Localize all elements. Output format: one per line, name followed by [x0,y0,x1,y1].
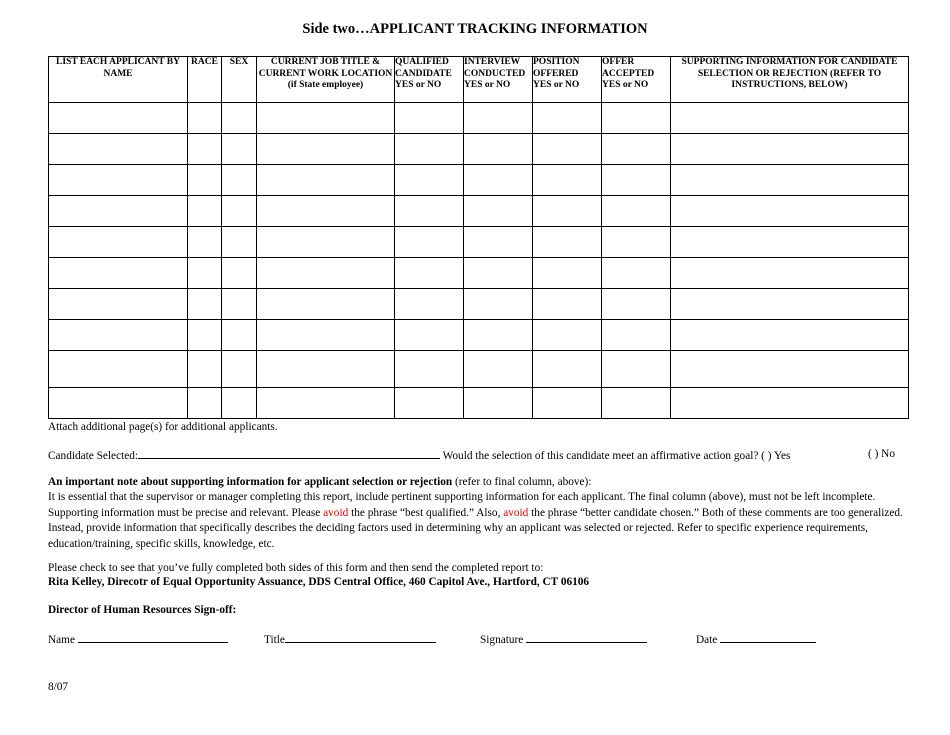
date-field[interactable] [720,632,816,643]
column-header-line: INTERVIEW [464,57,521,67]
signature-field[interactable] [526,632,647,643]
table-cell[interactable] [188,289,222,320]
table-cell[interactable] [188,388,222,419]
note-heading-bold: An important note about supporting information for applicant selection or rejection [48,476,453,488]
column-header-line: RACE [191,57,218,67]
table-row [49,289,909,320]
column-header-line: NAME [103,68,133,79]
table-cell[interactable] [222,196,257,227]
table-cell[interactable] [671,351,909,388]
column-header [222,57,257,103]
table-cell[interactable] [671,320,909,351]
column-header [49,57,188,103]
signature-field-group [480,632,647,646]
table-cell[interactable] [464,227,533,258]
affirmative-action-question[interactable]: Would the selection of this candidate meet an affirmative action goal? ( ) Yes [442,450,791,462]
table-cell[interactable] [257,258,395,289]
table-cell[interactable] [49,258,188,289]
name-field[interactable] [78,632,228,643]
table-cell[interactable] [49,134,188,165]
table-cell[interactable] [188,165,222,196]
table-cell[interactable] [671,134,909,165]
table-cell[interactable] [464,103,533,134]
table-cell[interactable] [188,103,222,134]
table-cell[interactable] [257,134,395,165]
table-cell[interactable] [395,196,464,227]
table-cell[interactable] [395,165,464,196]
column-header-line: OFFERED [533,68,579,79]
table-cell[interactable] [395,320,464,351]
table-cell[interactable] [602,320,671,351]
table-cell[interactable] [602,103,671,134]
table-cell[interactable] [188,258,222,289]
table-cell[interactable] [602,165,671,196]
send-address: Rita Kelley, Direcotr of Equal Opportunity Assuance, DDS Central Office, 460 Capitol Ave., Hartford, CT 06106 [48,576,590,588]
table-cell[interactable] [464,165,533,196]
column-header-line: YES or NO [464,80,511,90]
column-header-line: YES or NO [395,80,442,90]
column-header-line: CANDIDATE [395,68,452,79]
name-label: Name [48,634,75,646]
table-cell[interactable] [671,103,909,134]
table-cell[interactable] [49,103,188,134]
table-cell[interactable] [602,351,671,388]
table-cell[interactable] [49,227,188,258]
table-cell[interactable] [49,388,188,419]
table-cell[interactable] [49,320,188,351]
table-cell[interactable] [49,165,188,196]
table-cell[interactable] [464,289,533,320]
table-cell[interactable] [222,134,257,165]
table-cell[interactable] [188,351,222,388]
table-cell[interactable] [671,258,909,289]
table-cell[interactable] [222,165,257,196]
table-cell[interactable] [464,388,533,419]
table-cell[interactable] [222,351,257,388]
column-header-line: YES or NO [602,80,649,90]
column-header-line: (if State employee) [287,80,364,90]
table-cell[interactable] [464,351,533,388]
table-row [49,227,909,258]
table-cell[interactable] [257,388,395,419]
table-cell[interactable] [533,320,602,351]
table-cell[interactable] [533,134,602,165]
table-cell[interactable] [602,289,671,320]
table-row [49,134,909,165]
column-header [671,57,909,103]
table-cell[interactable] [671,196,909,227]
table-cell[interactable] [395,227,464,258]
column-header [602,57,671,103]
note-heading [48,476,591,488]
affirmative-action-no[interactable]: ( ) No [868,448,895,460]
applicant-tracking-table [48,56,909,419]
table-row [49,320,909,351]
table-cell[interactable] [464,196,533,227]
form-title: Side two…APPLICANT TRACKING INFORMATION [302,21,648,37]
table-row [49,165,909,196]
table-cell[interactable] [533,165,602,196]
table-cell[interactable] [222,320,257,351]
table-cell[interactable] [602,388,671,419]
table-cell[interactable] [671,227,909,258]
table-cell[interactable] [395,351,464,388]
table-cell[interactable] [602,134,671,165]
table-cell[interactable] [222,103,257,134]
note-heading-suffix: (refer to final column, above): [452,476,592,488]
table-cell[interactable] [395,103,464,134]
table-cell[interactable] [533,103,602,134]
name-field-group [48,632,228,646]
table-cell[interactable] [257,289,395,320]
form-revision-date: 8/07 [48,681,69,693]
table-row [49,351,909,388]
table-cell[interactable] [257,103,395,134]
table-cell[interactable] [395,289,464,320]
table-cell[interactable] [49,289,188,320]
candidate-selected-label: Candidate Selected: [48,450,139,462]
table-cell[interactable] [257,227,395,258]
attach-note: Attach additional page(s) for additional applicants. [48,421,278,433]
table-cell[interactable] [257,320,395,351]
avoid-word-2: avoid [503,506,529,519]
column-header-line: ACCEPTED [602,68,655,79]
column-header-line: SELECTION OR REJECTION (REFER TO [697,68,882,79]
table-cell[interactable] [464,258,533,289]
table-cell[interactable] [222,227,257,258]
column-header-line: POSITION [533,57,580,67]
table-cell[interactable] [533,258,602,289]
date-label: Date [696,634,718,646]
table-cell[interactable] [602,196,671,227]
column-header-line: CURRENT WORK LOCATION [258,68,393,79]
table-cell[interactable] [395,134,464,165]
note-text-3: the phrase “better candidate chosen.” Both of these comments are too generalized. Instead, provide information that specifically describes the deciding factors used in determining why an applicant was selected or rejected. Refer to specific experience requirements, education/training, specific skills, knowledge, etc. [48,506,903,550]
table-row [49,258,909,289]
date-field-group [696,632,816,646]
table-cell[interactable] [188,196,222,227]
table-cell[interactable] [533,388,602,419]
column-header-line: OFFER [602,57,635,67]
table-header-row [49,57,909,103]
table-cell[interactable] [464,320,533,351]
table-row [49,388,909,419]
column-header [395,57,464,103]
avoid-word-1: avoid [323,506,349,519]
table-row [49,103,909,134]
table-cell[interactable] [257,196,395,227]
table-cell[interactable] [671,165,909,196]
table-cell[interactable] [602,227,671,258]
table-cell[interactable] [464,134,533,165]
column-header-line: SEX [229,57,249,67]
column-header [188,57,222,103]
title-field-group [264,632,436,646]
note-body [48,490,918,552]
table-cell[interactable] [188,134,222,165]
title-field[interactable] [285,632,436,643]
table-cell[interactable] [533,196,602,227]
table-cell[interactable] [395,258,464,289]
table-cell[interactable] [222,289,257,320]
table-cell[interactable] [257,351,395,388]
table-cell[interactable] [671,388,909,419]
column-header-line: YES or NO [533,80,580,90]
column-header-line: QUALIFIED [395,57,449,67]
note-text-2: the phrase “best qualified.” Also, [348,506,504,519]
title-label: Title [264,634,285,646]
table-cell[interactable] [188,320,222,351]
column-header-line: CONDUCTED [464,68,526,79]
column-header [464,57,533,103]
table-cell[interactable] [222,258,257,289]
column-header-line: CURRENT JOB TITLE & [270,57,381,67]
column-header-line: LIST EACH APPLICANT BY [56,57,180,67]
table-row [49,196,909,227]
candidate-selected-field[interactable] [138,448,440,459]
column-header [533,57,602,103]
candidate-selected-line [48,448,790,462]
column-header-line: INSTRUCTIONS, BELOW) [731,80,848,90]
table-cell[interactable] [602,258,671,289]
table-cell[interactable] [533,227,602,258]
table-cell[interactable] [49,351,188,388]
signature-label: Signature [480,634,524,646]
table-cell[interactable] [671,289,909,320]
table-cell[interactable] [533,351,602,388]
column-header [257,57,395,103]
column-header-line: SUPPORTING INFORMATION FOR CANDIDATE [681,57,898,67]
send-instructions: Please check to see that you’ve fully completed both sides of this form and then send the completed report to: [48,562,544,574]
table-cell[interactable] [188,227,222,258]
table-cell[interactable] [222,388,257,419]
table-cell[interactable] [395,388,464,419]
table-cell[interactable] [257,165,395,196]
signoff-heading: Director of Human Resources Sign-off: [48,604,237,616]
note-text-1: It is essential that the supervisor or manager completing this report, include pertinent supporting information for each applicant. The final column (above), must not be left incomplete. Supporting information must be precise and relevant. Please [48,491,876,519]
table-cell[interactable] [49,196,188,227]
table-cell[interactable] [533,289,602,320]
